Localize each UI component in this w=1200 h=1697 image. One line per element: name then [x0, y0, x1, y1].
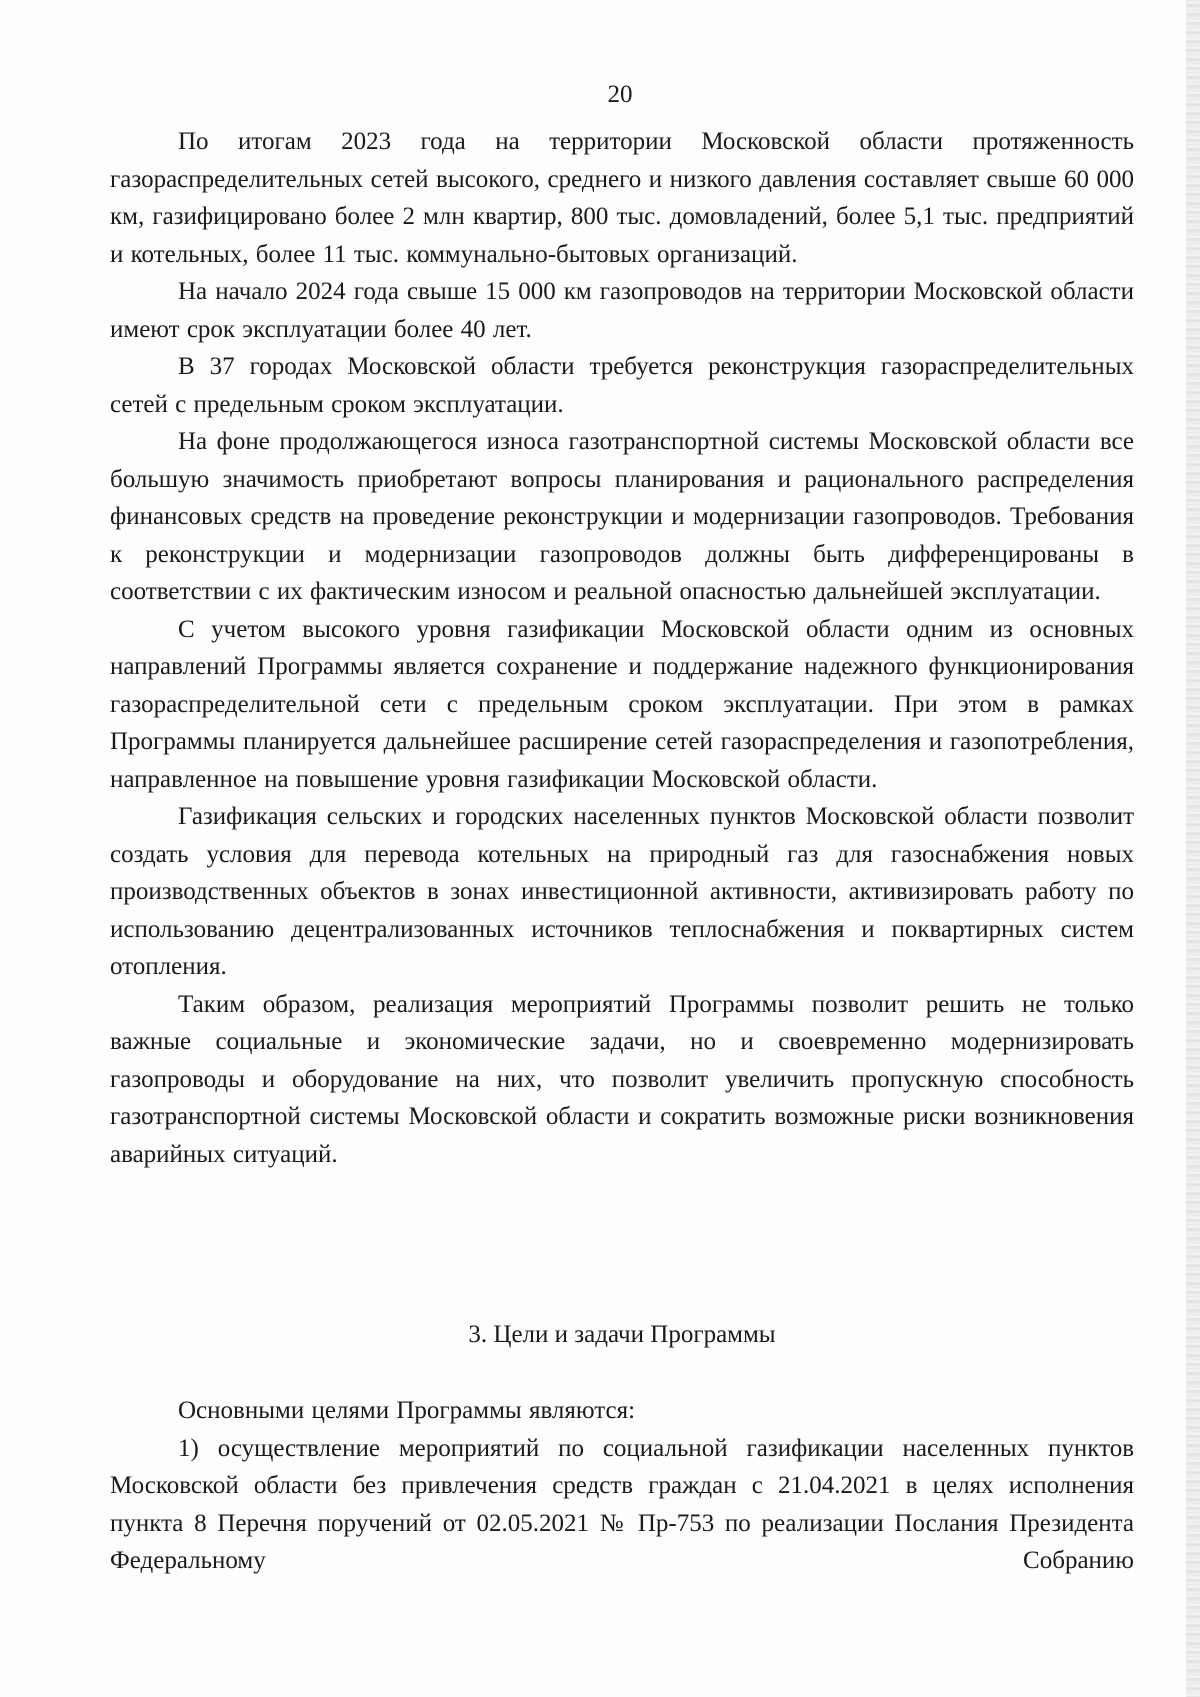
- section-heading: 3. Цели и задачи Программы: [468, 1321, 776, 1348]
- scan-edge-shading: [1186, 0, 1200, 1697]
- page-number: 20: [607, 81, 633, 108]
- goals-item-1: 1) осуществление мероприятий по социальной газификации населенных пунктов Московской области без привлечения средств граждан с 21.04.2021 в целях исполнения пункта 8 Перечня поручений от 02.05.2021 № Пр-753 по реализации Послания Президента Федеральному Собранию: [110, 1434, 1134, 1574]
- paragraph-pipeline-age: На начало 2024 года свыше 15 000 км газопроводов на территории Московской области имеют срок эксплуатации более 40 лет.: [110, 278, 1134, 343]
- goals-intro: Основными целями Программы являются:: [178, 1397, 636, 1424]
- paragraph-program-directions: С учетом высокого уровня газификации Московской области одним из основных направлений Программы является сохранение и поддержание надежного функционирования газораспределительной сети с предельным сроком эксплуатации. При этом в рамках Программы планируется дальнейшее расширение сетей газораспределения и газопотребления, направленное на повышение уровня газификации Московской области.: [110, 615, 1134, 793]
- paragraph-gas-network-stats: По итогам 2023 года на территории Московской области протяженность газораспределительных сетей высокого, среднего и низкого давления составляет свыше 60 000 км, газифицировано более 2 млн квартир, 800 тыс. домовладений, более 5,1 тыс. предприятий и котельных, более 11 тыс. коммунально-бытовых организаций.: [110, 128, 1134, 268]
- body-text: [110, 123, 1134, 1173]
- paragraph-gasification-benefits: Газификация сельских и городских населенных пунктов Московской области позволит создать условия для перевода котельных на природный газ для газоснабжения новых производственных объектов в зонах инвестиционной активности, активизировать работу по использованию децентрализованных источников теплоснабжения и поквартирных систем отопления.: [110, 803, 1134, 980]
- goals-section: [110, 1392, 1134, 1580]
- paragraph-conclusion: Таким образом, реализация мероприятий Программы позволит решить не только важные социальные и экономические задачи, но и своевременно модернизировать газопроводы и оборудование на них, что позволит увеличить пропускную способность газотранспортной системы Московской области и сократить возможные риски возникновения аварийных ситуаций.: [110, 990, 1134, 1168]
- paragraph-cities-reconstruction: В 37 городах Московской области требуется реконструкция газораспределительных сетей с предельным сроком эксплуатации.: [110, 353, 1134, 418]
- paragraph-wear-planning: На фоне продолжающегося износа газотранспортной системы Московской области все большую значимость приобретают вопросы планирования и рационального распределения финансовых средств на проведение реконструкции и модернизации газопроводов. Требования к реконструкции и модернизации газопроводов должны быть дифференцированы в соответствии с их фактическим износом и реальной опасностью дальнейшей эксплуатации.: [110, 428, 1134, 605]
